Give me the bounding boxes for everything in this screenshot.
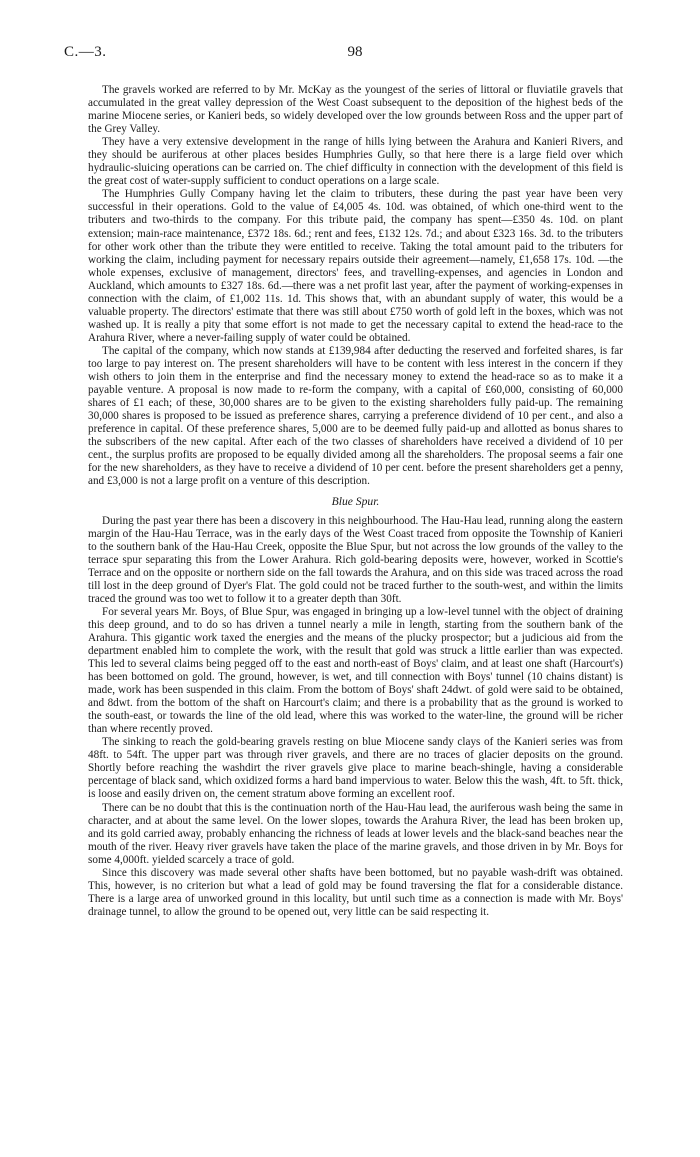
document-reference: C.—3. [64,44,107,60]
paragraph: The gravels worked are referred to by Mr. McKay as the youngest of the series of littoral or fluviatile gravels that accumulated in the great valley depression of the West Coast subsequent to the deposition of the highest beds of the marine Miocene series, or Kanieri beds, so widely developed over the low grounds between Ross and the upper part of the Grey Valley. [88,84,623,136]
paragraph: They have a very extensive development in the range of hills lying between the Arahura and Kanieri Rivers, and they should be auriferous at other places besides Humphries Gully, so that here there is a large field over which hydraulic-sluicing operations can be carried on. The chief difficulty in connection with the development of this field is the great cost of water-supply sufficient to conduct operations on a large scale. [88,136,623,188]
page-number: 98 [347,44,363,60]
paragraph: Since this discovery was made several other shafts have been bottomed, but no payable wash-drift was obtained. This, however, is no criterion but what a lead of gold may be found traversing the flat for a considerable distance. There is a large area of unworked ground in this locality, but until such time as a connection is made with Mr. Boys' drainage tunnel, to allow the ground to be opened out, very little can be said respecting it. [88,866,623,918]
paragraph: For several years Mr. Boys, of Blue Spur, was engaged in bringing up a low-level tunnel with the object of draining this deep ground, and to do so has driven a tunnel nearly a mile in length, starting from the southern bank of the Arahura. This gigantic work taxed the energies and the means of the plucky prospector; but a judicious aid from the department enabled him to complete the work, with the result that gold was struck a little earlier than was expected. This led to several claims being pegged off to the east and north-east of Boys' claim, and at least one shaft (Harcourt's) has been bottomed on gold. The ground, however, is wet, and till connection with Boys' tunnel (10 chains distant) is made, work has been suspended in this claim. From the bottom of Boys' shaft 24dwt. of gold were said to be obtained, and 8dwt. from the bottom of the shaft on Harcourt's claim; and there is a probability that as the ground is worked to the south-east, or towards the line of the old lead, where this was worked to the water-line, the ground will be richer than where recently proved. [88,605,623,736]
page-header [64,44,646,68]
paragraph: During the past year there has been a discovery in this neighbourhood. The Hau-Hau lead, running along the eastern margin of the Hau-Hau Terrace, was in the early days of the West Coast traced from opposite the Township of Kanieri to the southern bank of the Hau-Hau Creek, opposite the Blue Spur, but not across the low grounds of the valley to the terrace spur separating this from the Lower Arahura. Rich gold-bearing deposits were, however, worked in Scottie's Terrace and on the opposite or northern side on the fall towards the Arahura, and on this side was traced across the road till lost in the deep ground of Dyer's Flat. The gold could not be traced further to the south-west, and within the limits traced the ground was too wet to follow it to a greater depth than 30ft. [88,514,623,605]
paragraph: The capital of the company, which now stands at £139,984 after deducting the reserved and forfeited shares, is far too large to pay interest on. The present shareholders will have to be content with less interest in the concern if they wish others to join them in the enterprise and find the necessary money to extend the head-race so as to make it a payable venture. A proposal is now made to re-form the company, with a capital of £60,000, consisting of 60,000 shares of £1 each; of these, 30,000 shares are to be given to the existing shareholders fully paid-up. The remaining 30,000 shares is proposed to be issued as preference shares, carrying a preference dividend of 10 per cent., and also a preference in capital. Of these preference shares, 5,000 are to be deemed fully paid-up and allotted as bonus shares to the subscribers of the new capital. After each of the two classes of shareholders have received a dividend of 10 per cent., the surplus profits are proposed to be equally divided among all the shareholders. The proposal seems a fair one for the new shareholders, as they have to receive a dividend of 10 per cent. before the present shareholders get a penny, and £3,000 is not a large profit on a venture of this description. [88,344,623,488]
paragraph: The Humphries Gully Company having let the claim to tributers, these during the past year have been very successful in their operations. Gold to the value of £4,005 4s. 10d. was obtained, of which one-third went to the tributers and two-thirds to the company. For this tribute paid, the company has spent—£350 4s. 10d. on plant extension; main-race maintenance, £372 18s. 6d.; rent and fees, £132 12s. 7d.; and about £323 16s. 3d. to the tributers for other work other than the tribute they were entitled to receive. Taking the total amount paid to the tributers for working the claim, including payment for necessary repairs outside their agreement—namely, £1,658 17s. 10d. —the whole expenses, exclusive of management, directors' fees, and travelling-expenses, and agencies in London and Auckland, which amounts to £327 18s. 6d.—there was a net profit last year, after the payment of working-expenses in connection with the claim, of £1,002 11s. 1d. This shows that, with an abundant supply of water, this would be a valuable property. The directors' estimate that there was still about £750 worth of gold left in the boxes, which was not washed up. It is really a pity that some effort is not made to get the necessary capital to extend the head-race to the Arahura River, where a never-failing supply of water could be obtained. [88,188,623,344]
paragraph: The sinking to reach the gold-bearing gravels resting on blue Miocene sandy clays of the Kanieri series was from 48ft. to 54ft. The upper part was through river gravels, and there are no traces of glacier deposits on the ground. Shortly before reaching the washdirt the river gravels give place to marine beach-shingle, having a considerable percentage of black sand, which oxidized forms a hard band impervious to water. Below this the wash, 4ft. to 5ft. thick, is loose and easily driven on, the cement stratum above forming an excellent roof. [88,736,623,801]
section-heading: Blue Spur. [331,495,380,509]
paragraph: There can be no doubt that this is the continuation north of the Hau-Hau lead, the auriferous wash being the same in character, and at about the same level. On the lower slopes, towards the Arahura River, the lead has been broken up, and its gold carried away, probably enhancing the richness of leads at lower levels and the black-sand beaches near the mouth of the river. Heavy river gravels have taken the place of the marine gravels, and those driven in by Mr. Boys for some 4,000ft. yielded scarcely a trace of gold. [88,801,623,866]
page-body [88,84,623,919]
